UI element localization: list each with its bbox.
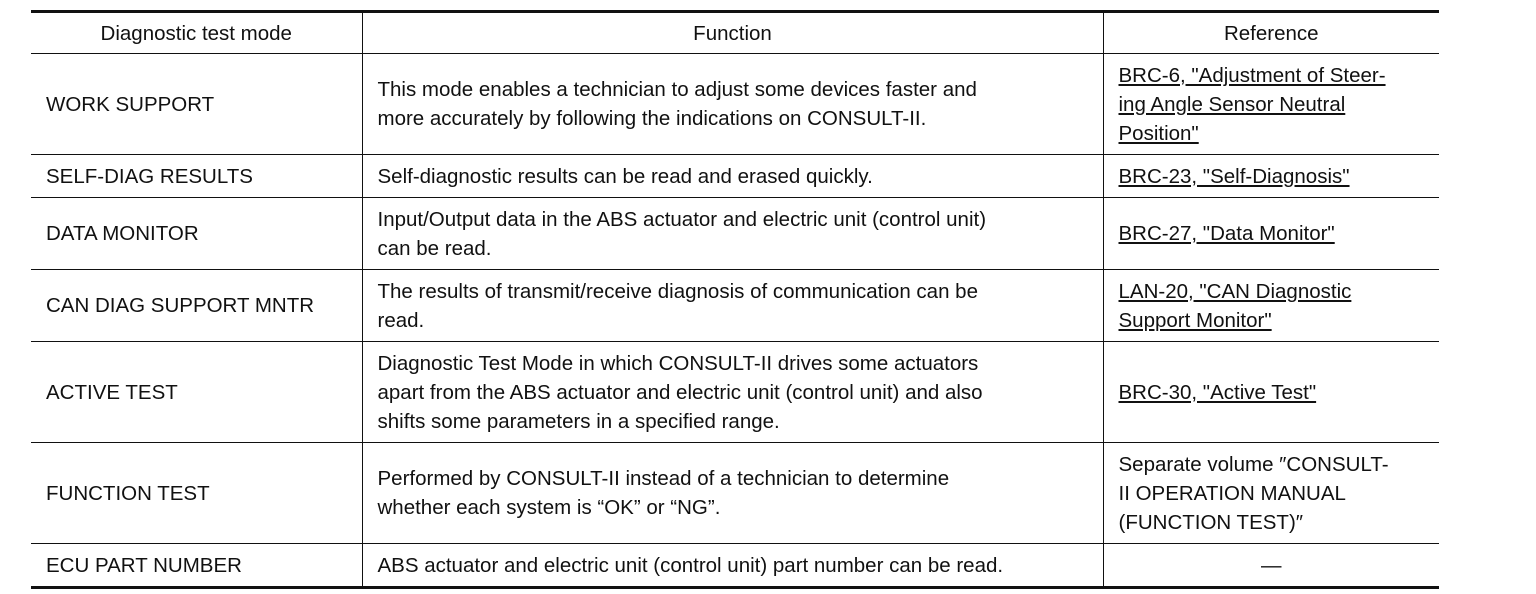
reference-text-line: II OPERATION MANUAL (1118, 481, 1346, 505)
mode-cell: ECU PART NUMBER (31, 544, 362, 588)
reference-link[interactable]: BRC-27, "Data Monitor" (1118, 222, 1335, 245)
function-line: apart from the ABS actuator and electric unit (control unit) and also (377, 380, 983, 404)
function-line: more accurately by following the indications on CONSULT-II. (377, 107, 927, 130)
reference-link[interactable] (1119, 277, 1434, 335)
table-row (31, 544, 1439, 588)
header-function: Function (362, 12, 1103, 54)
diagnostic-test-mode-table (31, 10, 1439, 589)
reference-link-line[interactable]: ing Angle Sensor Neutral (1118, 92, 1346, 116)
table-row (31, 155, 1439, 198)
reference-cell (1103, 544, 1439, 588)
function-cell (362, 198, 1103, 270)
function-line: can be read. (377, 236, 492, 260)
table-header-row (31, 12, 1439, 54)
reference-link-line[interactable]: Position" (1118, 121, 1199, 145)
function-line: Diagnostic Test Mode in which CONSULT-II drives some actuators (377, 351, 979, 375)
function-line: This mode enables a technician to adjust some devices faster and (377, 78, 977, 101)
reference-link-line[interactable]: Support Monitor" (1118, 308, 1272, 332)
table-row (31, 443, 1439, 544)
reference-text-line: Separate volume ″CONSULT- (1118, 452, 1389, 476)
function-line: whether each system is “OK” or “NG”. (377, 496, 721, 519)
reference-cell (1103, 198, 1439, 270)
function-cell (362, 342, 1103, 443)
mode-cell: SELF-DIAG RESULTS (31, 155, 362, 198)
reference-link-line[interactable]: LAN-20, "CAN Diagnostic (1118, 279, 1352, 303)
table-row (31, 342, 1439, 443)
reference-cell (1103, 443, 1439, 544)
function-line: Self-diagnostic results can be read and erased quickly. (377, 164, 873, 188)
reference-cell (1103, 342, 1439, 443)
mode-cell: DATA MONITOR (31, 198, 362, 270)
table-row (31, 198, 1439, 270)
table-row (31, 270, 1439, 342)
function-line: The results of transmit/receive diagnosis of communication can be (377, 279, 978, 303)
reference-cell (1103, 270, 1439, 342)
reference-cell (1103, 155, 1439, 198)
mode-cell: CAN DIAG SUPPORT MNTR (31, 270, 362, 342)
function-cell (362, 54, 1103, 155)
function-line: ABS actuator and electric unit (control unit) part number can be read. (377, 553, 1004, 577)
function-line: read. (377, 308, 425, 332)
function-cell (362, 270, 1103, 342)
function-line: Input/Output data in the ABS actuator and electric unit (control unit) (377, 207, 987, 231)
function-line: Performed by CONSULT-II instead of a technician to determine (377, 467, 950, 490)
mode-cell: ACTIVE TEST (31, 342, 362, 443)
reference-link-line[interactable]: BRC-6, "Adjustment of Steer- (1118, 63, 1386, 87)
mode-cell: WORK SUPPORT (31, 54, 362, 155)
function-cell (362, 443, 1103, 544)
function-cell (362, 544, 1103, 588)
reference-link[interactable]: BRC-30, "Active Test" (1118, 380, 1317, 404)
reference-cell (1103, 54, 1439, 155)
table-row (31, 54, 1439, 155)
header-reference: Reference (1103, 12, 1439, 54)
function-cell (362, 155, 1103, 198)
reference-link[interactable] (1119, 61, 1434, 148)
reference-text-line: (FUNCTION TEST)″ (1118, 510, 1304, 534)
mode-cell: FUNCTION TEST (31, 443, 362, 544)
no-reference-dash: — (1261, 553, 1282, 577)
function-line: shifts some parameters in a specified range. (377, 409, 780, 433)
reference-link[interactable]: BRC-23, "Self-Diagnosis" (1118, 164, 1350, 188)
header-diagnostic-test-mode: Diagnostic test mode (31, 12, 362, 54)
